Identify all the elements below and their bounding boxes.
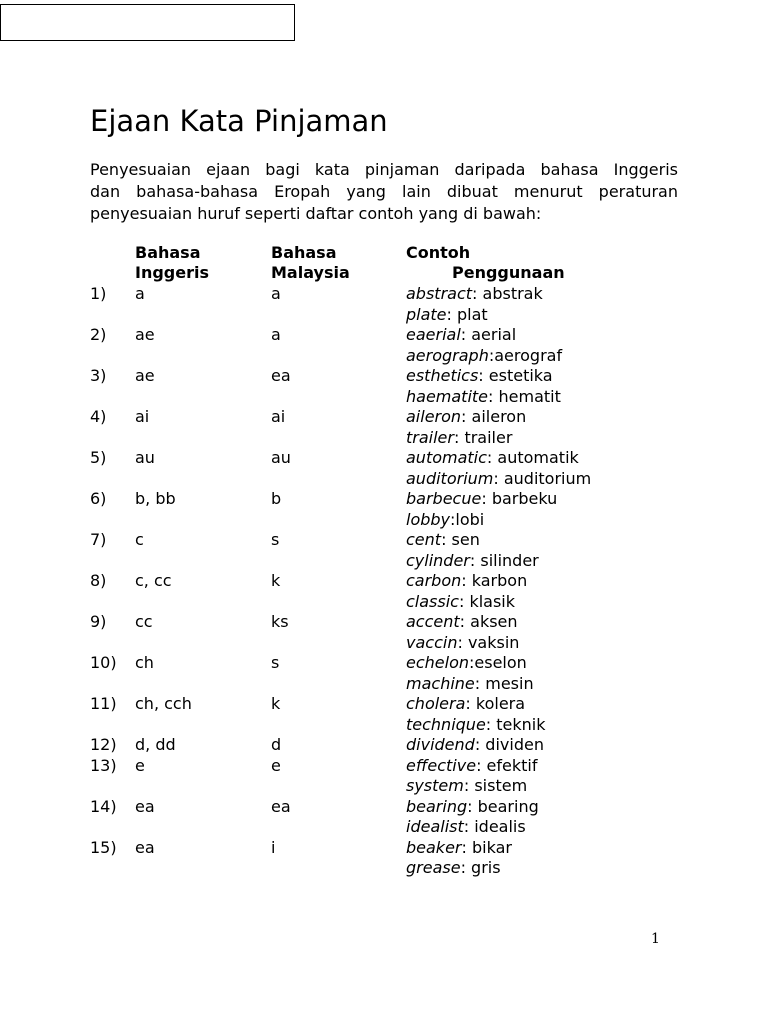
row-number: 1)	[90, 284, 107, 303]
example-result-word: efektif	[486, 755, 538, 775]
example-line	[406, 858, 768, 879]
table-row	[0, 612, 768, 653]
example-source-word: abstract	[406, 284, 473, 303]
column-header-line: Contoh	[406, 243, 471, 262]
example-separator: :	[463, 776, 475, 795]
example-separator: :	[461, 837, 472, 857]
example-separator: :	[446, 304, 458, 324]
row-number: 5)	[90, 448, 107, 467]
example-line	[406, 715, 768, 736]
example-line	[406, 776, 768, 797]
english-spelling: ae	[135, 325, 155, 344]
example-source-word: barbecue	[406, 489, 482, 508]
example-separator: :	[467, 796, 478, 816]
example-cell	[406, 838, 768, 879]
example-source-word: cylinder	[406, 550, 470, 570]
page-number: 1	[651, 931, 660, 947]
example-result-word: automatik	[497, 448, 579, 467]
english-spelling: ch	[135, 653, 154, 672]
example-result-word: eselon	[474, 653, 527, 672]
example-result-word: estetika	[488, 366, 553, 385]
page-title: Ejaan Kata Pinjaman	[90, 104, 388, 138]
english-spelling: b, bb	[135, 489, 176, 508]
example-line	[406, 428, 768, 449]
column-header-line: Inggeris	[135, 263, 209, 282]
example-source-word: automatic	[406, 448, 487, 467]
example-line	[406, 325, 768, 346]
example-result-word: idealis	[474, 817, 526, 836]
table-row	[0, 366, 768, 407]
example-separator: :	[476, 755, 487, 775]
example-result-word: gris	[471, 858, 501, 877]
example-source-word: accent	[406, 612, 460, 631]
example-result-word: aerograf	[494, 345, 563, 365]
example-line	[406, 817, 768, 838]
example-separator: :	[458, 591, 470, 611]
example-source-word: grease	[406, 858, 461, 877]
example-cell	[406, 530, 768, 571]
example-separator: :	[474, 735, 486, 754]
example-source-word: vaccin	[406, 632, 458, 652]
example-separator: :	[457, 632, 468, 652]
example-cell	[406, 571, 768, 612]
example-source-word: carbon	[406, 571, 462, 590]
example-cell	[406, 407, 768, 448]
example-separator: :	[493, 468, 504, 488]
example-source-word: dividend	[406, 735, 475, 754]
example-separator: :	[481, 489, 492, 508]
example-source-word: machine	[406, 673, 475, 693]
table-row	[0, 325, 768, 366]
malay-spelling: i	[271, 837, 276, 857]
example-result-word: sen	[451, 530, 480, 549]
example-separator: :	[472, 284, 483, 303]
table-row	[0, 407, 768, 448]
malay-spelling: b	[271, 489, 282, 508]
example-cell	[406, 489, 768, 530]
example-separator: :	[485, 714, 497, 734]
example-separator: :	[478, 366, 489, 385]
example-result-word: teknik	[496, 714, 546, 734]
table-row	[0, 756, 768, 797]
example-separator: :	[469, 550, 481, 570]
column-header-english	[135, 243, 209, 283]
malay-spelling: au	[271, 448, 291, 467]
example-separator: :	[465, 694, 476, 713]
example-separator: :	[453, 427, 465, 447]
english-spelling: ae	[135, 366, 155, 385]
example-source-word: esthetics	[406, 366, 479, 385]
english-spelling: ea	[135, 796, 155, 816]
example-separator: :	[486, 448, 498, 467]
example-source-word: eaerial	[406, 325, 461, 344]
example-result-word: aksen	[470, 612, 518, 631]
row-number: 3)	[90, 366, 107, 385]
example-line	[406, 838, 768, 859]
table-row	[0, 530, 768, 571]
example-result-word: vaksin	[467, 632, 520, 652]
example-result-word: kolera	[475, 694, 526, 713]
malay-spelling: ai	[271, 407, 286, 426]
spelling-table	[0, 284, 768, 879]
row-number: 9)	[90, 612, 107, 631]
row-number: 7)	[90, 530, 107, 549]
example-line	[406, 571, 768, 592]
example-result-word: abstrak	[482, 284, 543, 303]
malay-spelling: ea	[271, 366, 291, 385]
example-source-word: beaker	[406, 837, 462, 857]
table-row	[0, 489, 768, 530]
table-row	[0, 284, 768, 325]
english-spelling: au	[135, 448, 155, 467]
example-result-word: bikar	[471, 837, 512, 857]
row-number: 15)	[90, 837, 117, 857]
english-spelling: d, dd	[135, 735, 176, 754]
example-separator: :	[488, 345, 495, 365]
malay-spelling: a	[271, 325, 281, 344]
intro-line: dan bahasa-bahasa Eropah yang lain dibuat menurut peraturan	[90, 182, 678, 201]
example-line	[406, 612, 768, 633]
example-result-word: lobi	[455, 509, 485, 529]
english-spelling: cc	[135, 612, 153, 631]
example-source-word: technique	[406, 714, 486, 734]
example-result-word: barbeku	[491, 489, 558, 508]
example-separator: :	[459, 612, 471, 631]
example-source-word: cent	[406, 530, 442, 549]
example-source-word: aerograph	[406, 345, 489, 365]
example-result-word: dividen	[485, 735, 544, 754]
english-spelling: c, cc	[135, 571, 172, 590]
malay-spelling: d	[271, 735, 282, 754]
example-separator: :	[469, 653, 475, 672]
example-line	[406, 489, 768, 510]
row-number: 14)	[90, 796, 117, 816]
malay-spelling: e	[271, 755, 281, 775]
malay-spelling: s	[271, 530, 280, 549]
example-source-word: classic	[406, 591, 459, 611]
example-source-word: idealist	[406, 817, 464, 836]
table-row	[0, 694, 768, 735]
intro-paragraph	[90, 159, 678, 225]
malay-spelling: ks	[271, 612, 289, 631]
example-line	[406, 530, 768, 551]
malay-spelling: k	[271, 571, 281, 590]
example-source-word: effective	[406, 755, 477, 775]
example-result-word: hematit	[498, 386, 561, 406]
row-number: 6)	[90, 489, 107, 508]
example-separator: :	[441, 530, 452, 549]
example-cell	[406, 325, 768, 366]
table-row	[0, 797, 768, 838]
example-line	[406, 694, 768, 715]
column-header-line: Malaysia	[271, 263, 350, 282]
example-source-word: echelon	[406, 653, 469, 672]
example-cell	[406, 756, 768, 797]
english-spelling: a	[135, 284, 145, 303]
example-line	[406, 592, 768, 613]
example-source-word: bearing	[406, 796, 468, 816]
example-source-word: system	[406, 776, 464, 795]
example-cell	[406, 448, 768, 489]
example-separator: :	[488, 386, 499, 406]
example-source-word: cholera	[406, 694, 466, 713]
example-result-word: bearing	[477, 796, 539, 816]
example-line	[406, 448, 768, 469]
row-number: 8)	[90, 571, 107, 590]
row-number: 12)	[90, 735, 117, 754]
example-result-word: mesin	[485, 673, 534, 693]
example-line	[406, 633, 768, 654]
example-cell	[406, 366, 768, 407]
example-source-word: aileron	[406, 407, 462, 426]
example-separator: :	[460, 325, 472, 344]
row-number: 2)	[90, 325, 107, 344]
example-source-word: haematite	[406, 386, 489, 406]
example-cell	[406, 284, 768, 325]
english-spelling: c	[135, 530, 144, 549]
example-result-word: klasik	[469, 591, 516, 611]
example-result-word: karbon	[471, 571, 528, 590]
table-row	[0, 838, 768, 879]
english-spelling: e	[135, 755, 145, 775]
table-row	[0, 448, 768, 489]
header-box	[0, 4, 295, 41]
example-source-word: plate	[406, 304, 447, 324]
example-cell	[406, 735, 768, 756]
example-result-word: trailer	[464, 427, 513, 447]
example-separator: :	[450, 509, 456, 529]
intro-line: Penyesuaian ejaan bagi kata pinjaman daripada bahasa Inggeris	[90, 160, 678, 179]
row-number: 11)	[90, 694, 117, 713]
example-line	[406, 346, 768, 367]
malay-spelling: s	[271, 653, 280, 672]
example-cell	[406, 694, 768, 735]
malay-spelling: ea	[271, 796, 291, 816]
example-line	[406, 469, 768, 490]
example-line	[406, 551, 768, 572]
english-spelling: ch, cch	[135, 694, 192, 713]
example-line	[406, 366, 768, 387]
example-line	[406, 510, 768, 531]
column-header-line: Bahasa	[135, 243, 201, 262]
malay-spelling: k	[271, 694, 281, 713]
english-spelling: ai	[135, 407, 150, 426]
example-separator: :	[474, 673, 486, 693]
example-result-word: aileron	[471, 407, 527, 426]
column-header-line: Bahasa	[271, 243, 337, 262]
table-row	[0, 653, 768, 694]
column-header-example	[406, 243, 565, 283]
column-header-line: Penggunaan	[452, 263, 565, 282]
example-line	[406, 653, 768, 674]
example-source-word: trailer	[406, 427, 454, 447]
example-line	[406, 407, 768, 428]
example-cell	[406, 612, 768, 653]
example-separator: :	[463, 817, 475, 836]
example-separator: :	[460, 858, 472, 877]
example-line	[406, 756, 768, 777]
english-spelling: ea	[135, 837, 155, 857]
row-number: 10)	[90, 653, 117, 672]
example-cell	[406, 797, 768, 838]
example-result-word: plat	[457, 304, 488, 324]
example-separator: :	[461, 571, 472, 590]
example-separator: :	[461, 407, 472, 426]
table-row	[0, 735, 768, 756]
example-line	[406, 305, 768, 326]
table-row	[0, 571, 768, 612]
example-line	[406, 797, 768, 818]
row-number: 4)	[90, 407, 107, 426]
example-result-word: auditorium	[503, 468, 592, 488]
intro-line: penyesuaian huruf seperti daftar contoh yang di bawah:	[90, 204, 542, 223]
example-line	[406, 387, 768, 408]
example-result-word: aerial	[471, 325, 517, 344]
malay-spelling: a	[271, 284, 281, 303]
example-line	[406, 284, 768, 305]
row-number: 13)	[90, 755, 117, 775]
column-header-malay	[271, 243, 350, 283]
example-cell	[406, 653, 768, 694]
example-source-word: lobby	[406, 509, 451, 529]
example-result-word: silinder	[480, 550, 539, 570]
example-result-word: sistem	[474, 776, 528, 795]
example-line	[406, 735, 768, 756]
example-source-word: auditorium	[406, 468, 494, 488]
example-line	[406, 674, 768, 695]
